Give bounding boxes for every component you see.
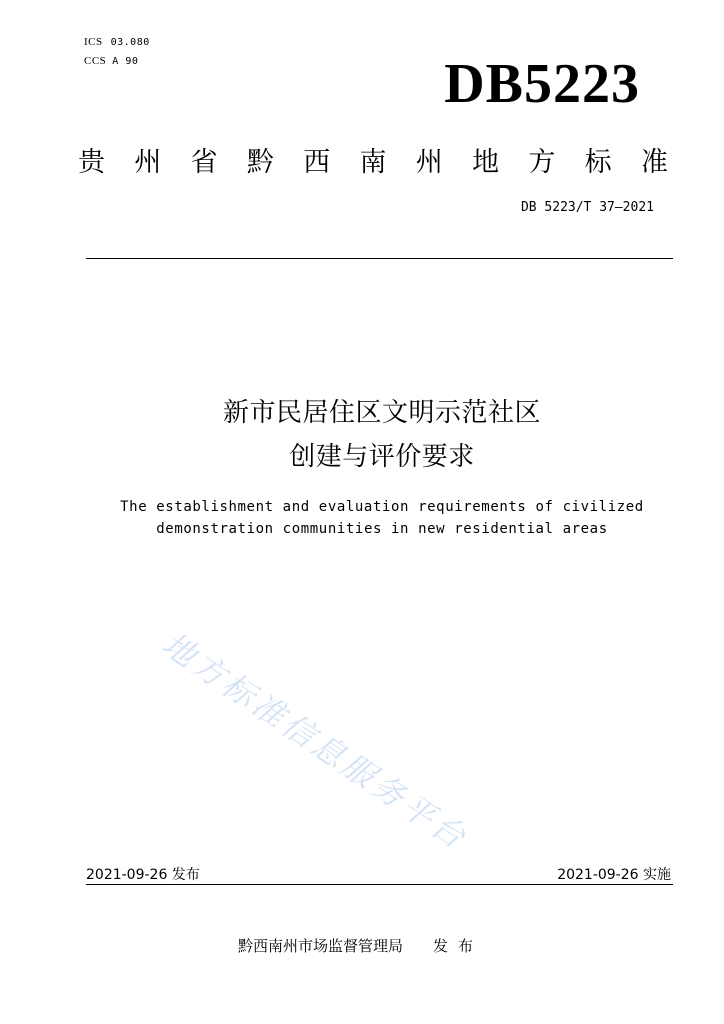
- standard-number: DB 5223/T 37—2021: [520, 200, 654, 215]
- title-cn-line-1: 新市民居住区文明示范社区: [222, 398, 541, 428]
- ccs-code: [84, 55, 138, 67]
- title-cn-line-2: 创建与评价要求: [289, 442, 475, 472]
- release-label: 发布: [433, 937, 484, 955]
- authority-char: 地: [472, 147, 500, 178]
- ccs-label: CCS: [84, 55, 107, 67]
- authority-char: 黔: [246, 147, 274, 178]
- header-divider: [86, 258, 673, 259]
- authority-char: 州: [415, 147, 443, 178]
- footer-divider: [86, 884, 673, 885]
- issue-date: 2021-09-26 发布: [86, 867, 200, 883]
- authority-char: 贵: [78, 147, 105, 178]
- authority-char: 省: [190, 147, 218, 178]
- authority-char: 标: [584, 147, 612, 178]
- issuing-authority-title: [78, 140, 668, 179]
- authority-char: 西: [303, 147, 331, 178]
- title-en-line-2: demonstration communities in new residential areas: [156, 521, 608, 537]
- publisher-line: [238, 935, 483, 956]
- authority-char: 方: [528, 147, 556, 178]
- ics-label: ICS: [84, 36, 103, 48]
- ics-value: 03.080: [110, 37, 150, 48]
- implementation-date: 2021-09-26 实施: [557, 867, 671, 883]
- ics-code: [84, 36, 150, 48]
- authority-char: 南: [359, 147, 387, 178]
- publisher-name: 黔西南州市场监督管理局: [238, 937, 404, 955]
- authority-char: 准: [640, 147, 668, 178]
- title-en-line-1: The establishment and evaluation requirements of civilized: [120, 499, 644, 515]
- ccs-value: A 90: [112, 56, 139, 67]
- authority-char: 州: [134, 147, 162, 178]
- watermark: 地方标准信息服务平台: [155, 624, 476, 858]
- db-logo: DB5223: [444, 53, 640, 115]
